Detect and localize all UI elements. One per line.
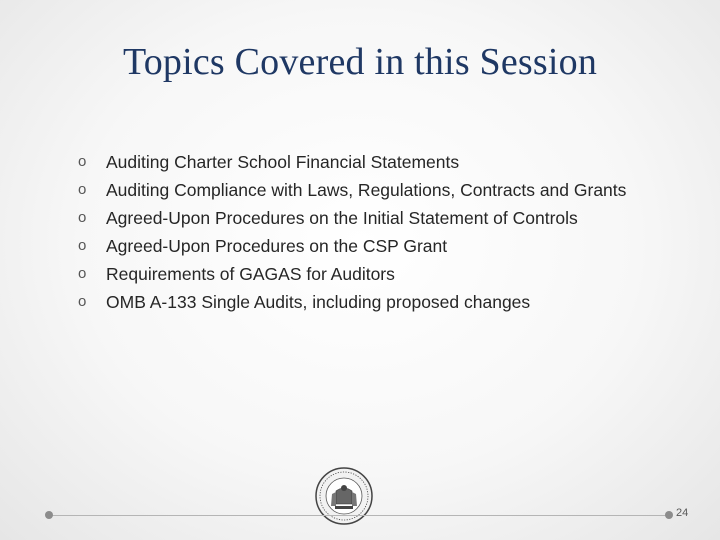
list-item [78,176,678,204]
bullet-marker: o [78,293,87,310]
list-item-text: Agreed-Upon Procedures on the Initial Statement of Controls [106,208,578,228]
list-item [78,288,678,316]
list-item-text: OMB A-133 Single Audits, including proposed changes [106,292,531,312]
footer-rule-dot-right [665,511,673,519]
bullet-marker: o [78,153,87,170]
slide-title: Topics Covered in this Session [122,41,598,83]
list-item [78,148,678,176]
list-item-text: Requirements of GAGAS for Auditors [106,264,395,284]
page-number: 24 [676,507,689,519]
list-item-text: Agreed-Upon Procedures on the CSP Grant [106,236,448,256]
footer-rule-dot-left [45,511,53,519]
list-item [78,260,678,288]
bullet-marker: o [78,209,87,226]
bullet-marker: o [78,237,87,254]
list-item [78,204,678,232]
list-item-text: Auditing Compliance with Laws, Regulations, Contracts and Grants [106,180,627,200]
list-item-text: Auditing Charter School Financial Statements [106,152,460,172]
bullet-marker: o [78,265,87,282]
footer-rule [48,515,672,516]
list-item [78,232,678,260]
state-seal-icon [314,466,374,526]
topic-list [78,148,678,316]
bullet-marker: o [78,181,87,198]
